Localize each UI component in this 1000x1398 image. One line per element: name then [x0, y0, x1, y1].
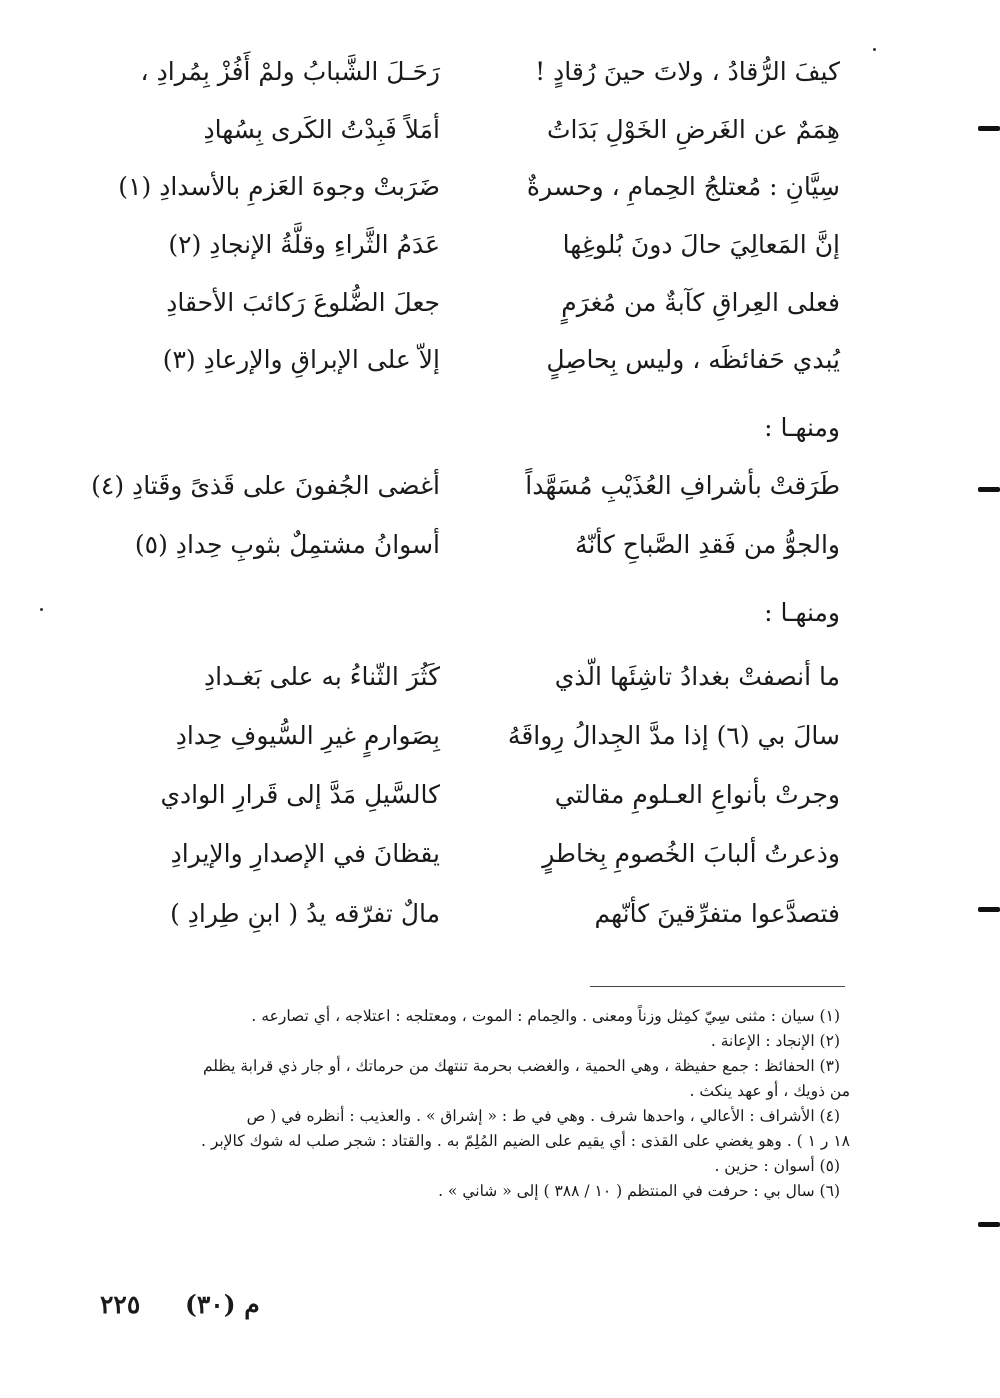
verse-first-hemistich: سالَ بي (٦) إذا مدَّ الجِدالُ رِواقَهُ — [507, 721, 840, 750]
verse-second-hemistich: كالسَّيلِ مَدَّ إلى قَرارِ الوادي — [160, 780, 440, 809]
verse-line — [90, 894, 850, 954]
scan-edge-mark — [978, 907, 1000, 912]
verse-first-hemistich: إنَّ المَعالِيَ حالَ دونَ بُلوغِها — [562, 230, 840, 259]
footnote: (٣) الحفائظ : جمع حفيظة ، وهي الحمية ، والغضب بحرمة تنتهك من حرماتك ، أو جار ذي قرابة يظلم — [202, 1057, 840, 1075]
verse-line — [90, 225, 850, 285]
verse-first-hemistich: وجرتْ بأنواعِ العـلومِ مقالتي — [554, 780, 840, 809]
footnote-continuation: ١٨ ر ١ ) . وهو يغضي على القذى : أي يقيم على الضيم المُلِمّ به . والقتاد : شجر صلب له شوك كالإبر . — [201, 1132, 850, 1150]
verse-first-hemistich: ما أنصفتْ بغدادُ تاشِئَها الّذي — [554, 662, 840, 691]
verse-first-hemistich: والجوُّ من فَقدِ الصَّباحِ كأنّهُ — [574, 530, 840, 559]
verse-line — [90, 466, 850, 526]
scan-edge-mark — [978, 487, 1000, 492]
verse-line — [90, 657, 850, 717]
section-label: ومنهـا : — [764, 598, 840, 627]
section-label: ومنهـا : — [764, 413, 840, 442]
scan-edge-mark — [978, 1222, 1000, 1227]
verse-first-hemistich: هِمَمٌ عن الغَرضِ الخَوْلِ بَدَاتُ — [547, 115, 840, 144]
verse-second-hemistich: يقظانَ في الإصدارِ والإيرادِ — [170, 839, 440, 868]
verse-line — [90, 775, 850, 835]
footnotes — [80, 1004, 850, 1204]
verse-first-hemistich: طَرَقتْ بأشرافِ العُذَيْبِ مُسَهَّداً — [525, 471, 840, 500]
verse-first-hemistich: فتصدَّعوا متفرِّقينَ كأنّهم — [594, 899, 840, 928]
page-number: ٢٢٥ — [100, 1290, 141, 1319]
footnote: (٢) الإنجاد : الإعانة . — [710, 1032, 840, 1050]
verse-second-hemistich: مالٌ تفرّقه يدُ ( ابنِ طِرادِ ) — [170, 899, 440, 928]
footnote-separator — [590, 986, 845, 987]
footnote-continuation: من ذويك ، أو عهد ينكث . — [689, 1082, 850, 1100]
footnote: (٥) أسوان : حزين . — [714, 1157, 840, 1175]
verse-line — [90, 167, 850, 227]
verse-second-hemistich: عَدَمُ الثَّراءِ وقلَّةُ الإنجادِ (٢) — [168, 230, 440, 259]
verse-second-hemistich: أمَلاً فَبِدْتُ الكَرى بِسُهادِ — [203, 115, 440, 144]
verse-line — [90, 834, 850, 894]
signature-mark: م (٣٠) — [185, 1290, 260, 1319]
verse-second-hemistich: جعلَ الضُّلوعَ رَكائبَ الأحقادِ — [166, 288, 440, 317]
verse-first-hemistich: سِيَّانِ : مُعتلجُ الحِمامِ ، وحسرةٌ — [526, 172, 840, 201]
verse-second-hemistich: أسوانُ مشتمِلٌ بثوبِ حِدادِ (٥) — [134, 530, 440, 559]
verse-second-hemistich: إلاّ على الإبراقِ والإرعادِ (٣) — [162, 345, 440, 374]
verse-line — [90, 110, 850, 170]
footnote: (٤) الأشراف : الأعالي ، واحدها شرف . وهي في ط : « إشراق » . والعذيب : أنظره في ( ص — [246, 1107, 840, 1125]
footnote: (٦) سال بي : حرفت في المنتظم ( ١٠ / ٣٨٨ ) إلى « شاني » . — [438, 1182, 840, 1200]
verse-line — [90, 52, 850, 112]
verse-line — [90, 525, 850, 585]
verse-line — [90, 340, 850, 400]
scan-edge-mark — [978, 126, 1000, 131]
footnote: (١) سيان : مثنى سِيّ كمِثل وزناً ومعنى . والحِمام : الموت ، ومعتلجه : اعتلاجه ، أي تصارعه . — [251, 1007, 840, 1025]
verse-second-hemistich: كَثُرَ الثّناءُ به على بَغـدادِ — [204, 662, 440, 691]
verse-first-hemistich: يُبدي حَفائظَه ، وليس بِحاصِلٍ — [546, 345, 840, 374]
verse-second-hemistich: بِصَوارمٍ غيرِ السُّيوفِ حِدادِ — [175, 721, 440, 750]
verse-second-hemistich: رَحَـلَ الشَّبابُ ولمْ أَفُزْ بِمُرادِ ، — [140, 57, 440, 86]
verse-first-hemistich: كيفَ الرُّقادُ ، ولاتَ حينَ رُقادٍ ! — [535, 57, 840, 86]
verse-second-hemistich: ضَرَبتْ وجوهَ العَزمِ بالأسدادِ (١) — [118, 172, 440, 201]
verse-line — [90, 283, 850, 343]
verse-first-hemistich: فعلى العِراقِ كآبةٌ من مُغرَمٍ — [561, 288, 840, 317]
scan-speck — [873, 48, 876, 51]
verse-line — [90, 716, 850, 776]
scan-speck — [40, 608, 43, 611]
verse-first-hemistich: وذعرتُ ألبابَ الخُصومِ بِخاطرٍ — [542, 839, 840, 868]
verse-second-hemistich: أغضى الجُفونَ على قَذىً وقَتادِ (٤) — [91, 471, 440, 500]
